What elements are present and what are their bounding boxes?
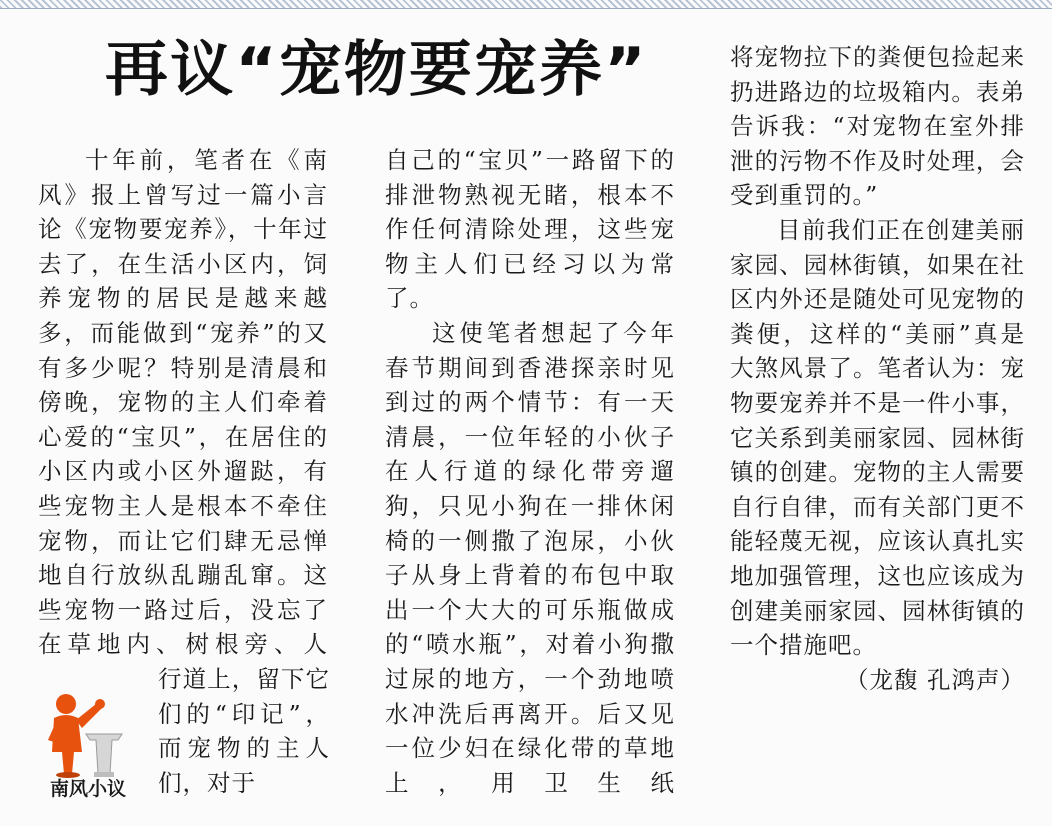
column2-paragraph-2: 这使笔者想起了今年春节期间到香港探亲时见到过的两个情节：有一天清晨，一位年轻的小伙子在人行道的绿化带旁遛狗，只见小狗在一排休闲椅的一侧撒了泡尿，小伙子从身上背着的布包中取出一个大大的可乐瓶做成的“喷水瓶”，对着小狗撒过尿的地方，一个劲地喷水冲洗后再离开。后又见一位少妇在绿化带的草地上，用卫生纸 [385, 318, 675, 797]
column3-paragraph-1: 将宠物拉下的粪便包捡起来扔进路边的垃圾箱内。表弟告诉我：“对宠物在室外排泄的污物不作及时处理，会受到重罚的。” [730, 43, 1025, 210]
article-byline: （龙馥 孔鸿声） [845, 665, 1025, 694]
column-logo-label: 南风小议 [49, 778, 126, 800]
column1-tail-text: 行道上，留下它们的“印记”，而宠物的主人们，对于 [158, 665, 330, 797]
article-column-1-tail [158, 662, 330, 800]
column-logo [36, 690, 140, 802]
column2-paragraph-1: 自己的“宝贝”一路留下的排泄物熟视无睹，根本不作任何清除处理，这些宠物主人们已经习以为常了。 [385, 146, 675, 313]
article-column-1 [38, 143, 328, 662]
column1-paragraph: 十年前，笔者在《南风》报上曾写过一篇小言论《宠物要宠养》，十年过去了，在生活小区内，饲养宠物的居民是越来越多，而能做到“宠养”的又有多少呢？特别是清晨和傍晚，宠物的主人们牵着心爱的“宝贝”，在居住的小区内或小区外遛跶，有些宠物主人是根本不牵住宠物，而让它们肆无忌惮地自行放纵乱蹦乱窜。这些宠物一路过后，没忘了在草地内、树根旁、人 [38, 146, 328, 659]
column3-paragraph-2: 目前我们正在创建美丽家园、园林街镇，如果在社区内外还是随处可见宠物的粪便，这样的“美丽”真是大煞风景了。笔者认为：宠物要宠养并不是一件小事，它关系到美丽家园、园林街镇的创建。宠物的主人需要自行自律，而有关部门更不能轻蔑无视，应该认真扎实地加强管理，这也应该成为创建美丽家园、园林街镇的一个措施吧。 [730, 215, 1025, 660]
speaker-at-podium-icon [36, 690, 140, 778]
article-headline: 再议“宠物要宠养” [105, 35, 648, 105]
article-column-2 [385, 143, 675, 800]
article-column-3 [730, 40, 1025, 697]
top-decorative-border [0, 0, 1052, 9]
